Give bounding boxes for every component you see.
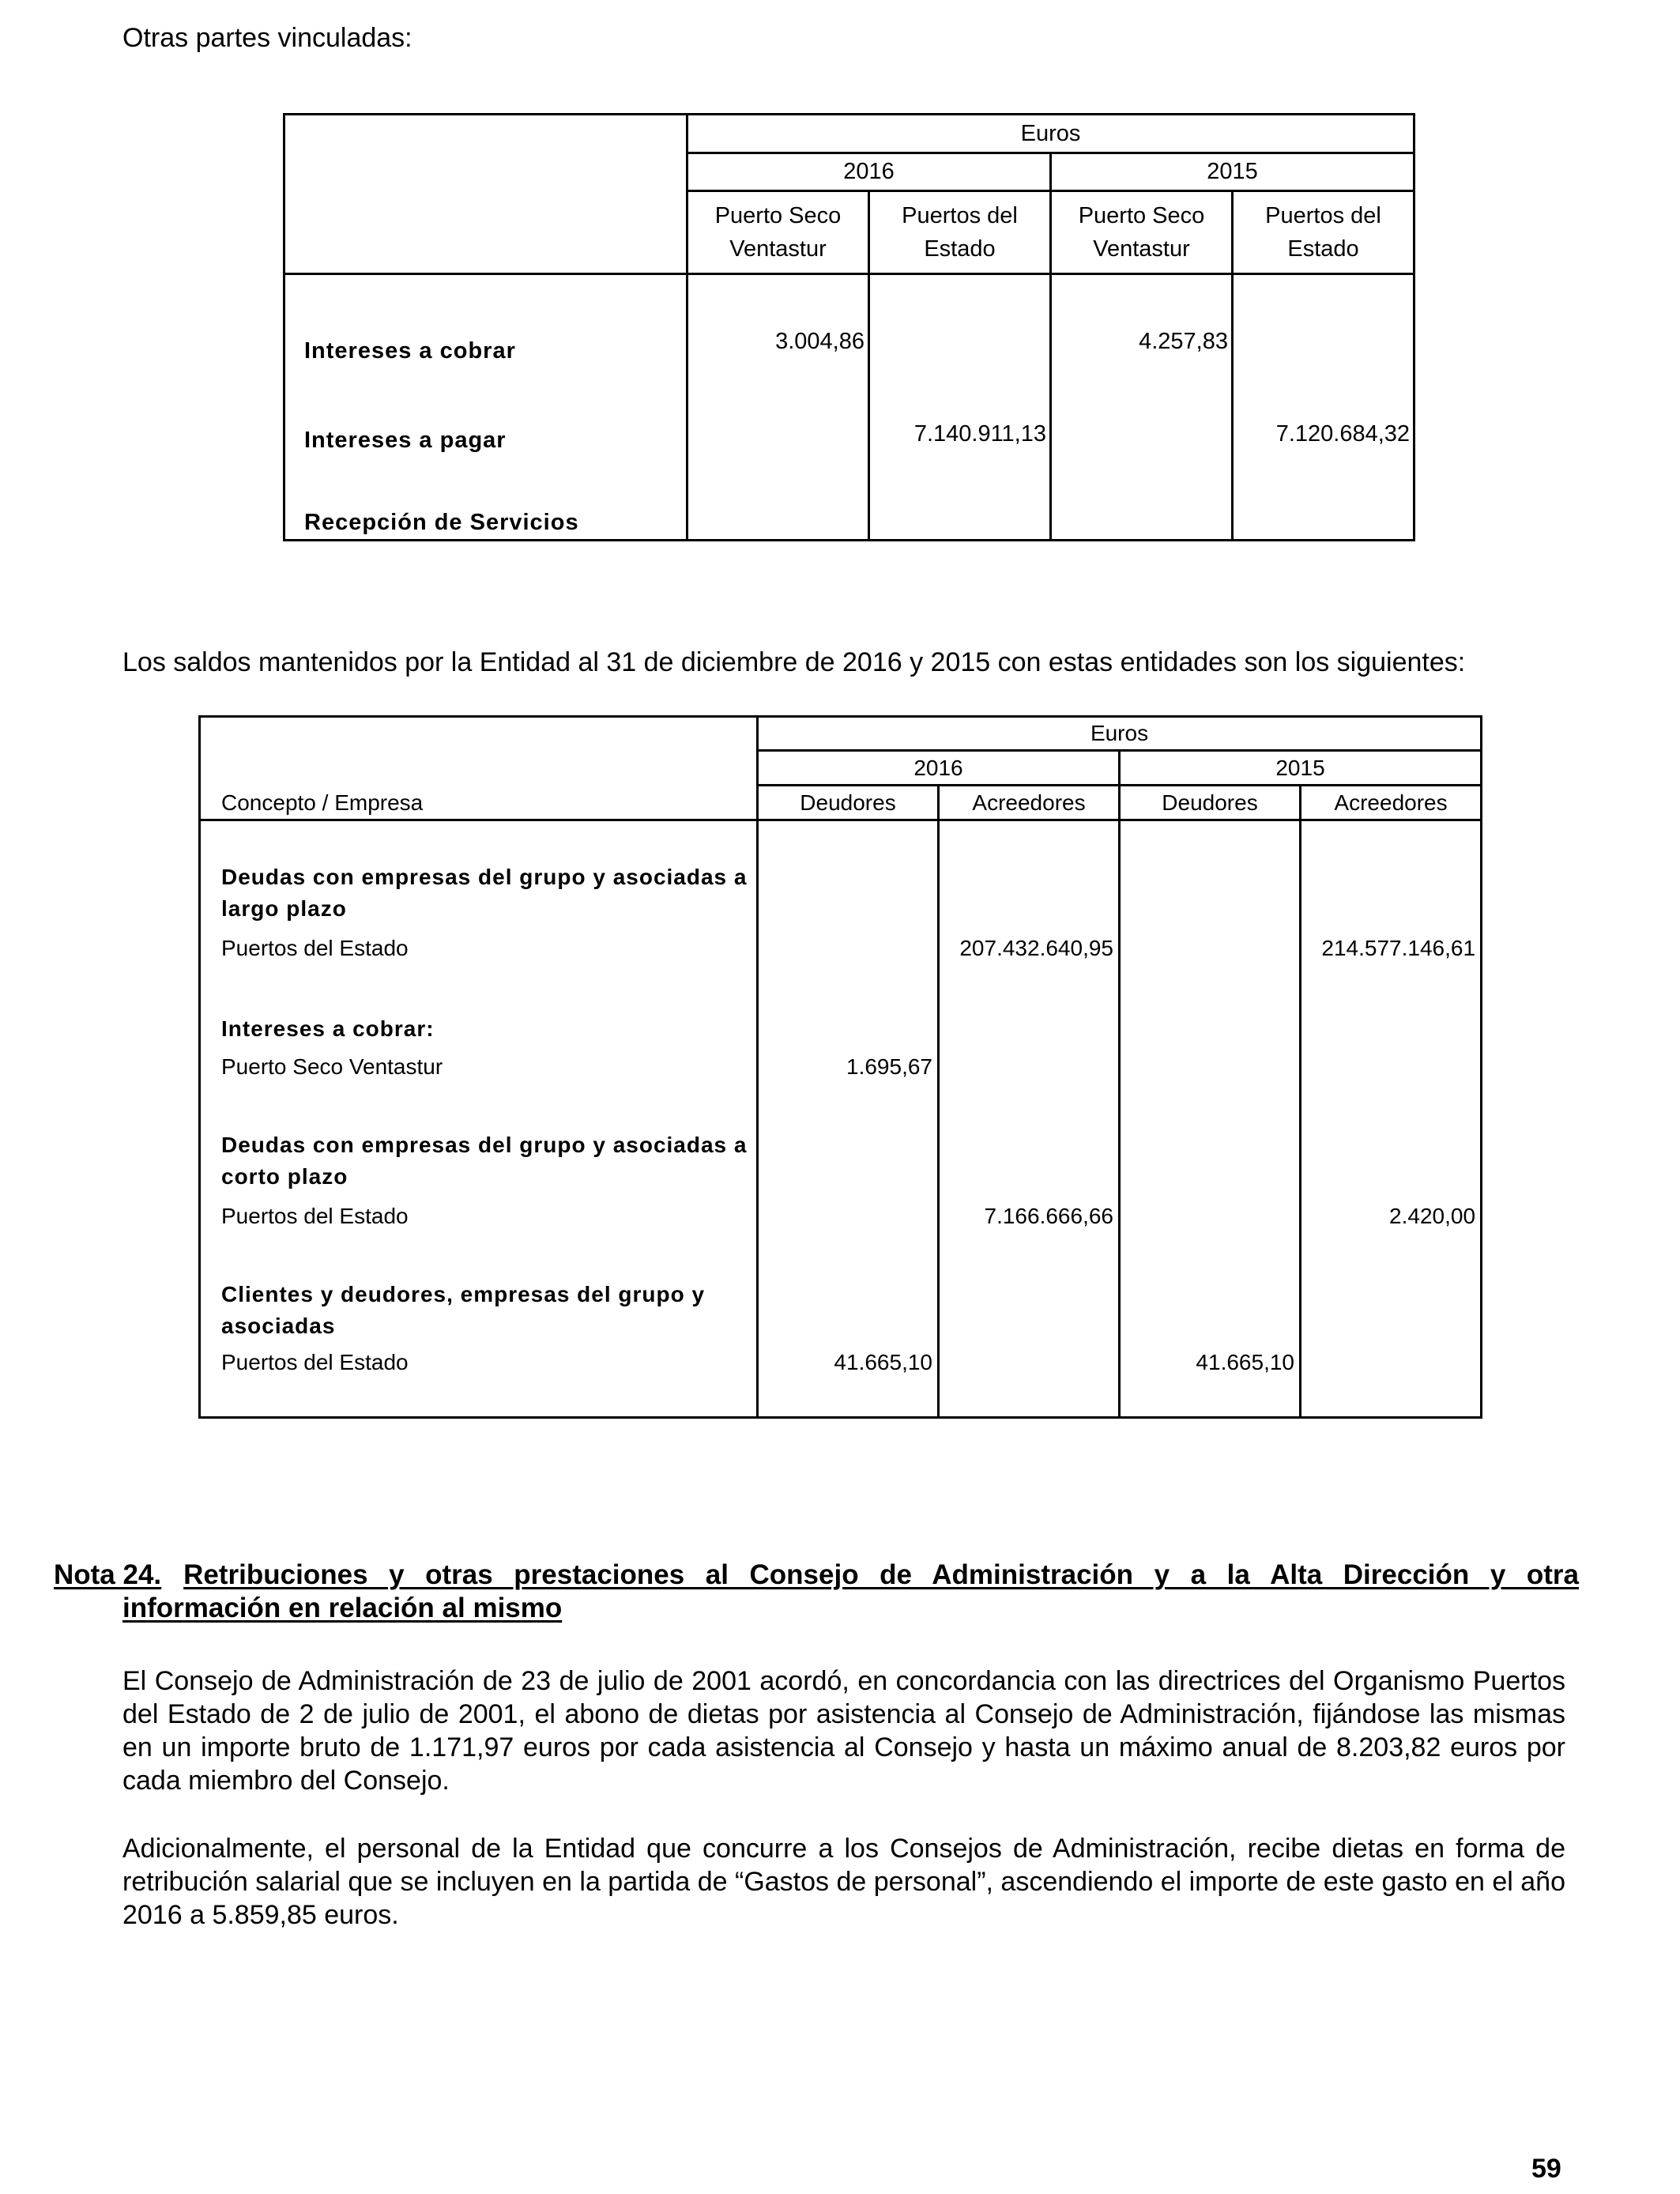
table1-column-header: Puertos del Estado <box>1233 191 1414 274</box>
nota-24-paragraph-2: Adicionalmente, el personal de la Entidad que concurre a los Consejos de Administración, recibe dietas en forma de retribución salarial que se incluyen en la partida de “Gastos de personal”, ascendiendo el importe de este gasto en el año 2016 a 5.859,85 euros. <box>122 1834 1565 1930</box>
table1-column-header: Puerto Seco Ventastur <box>1051 191 1233 274</box>
table1-cell <box>1233 462 1414 541</box>
table1-corner-cell <box>284 115 687 274</box>
table1-column-header: Puertos del Estado <box>869 191 1051 274</box>
table1-cell <box>687 462 869 541</box>
table2-cell: 214.577.146,61 <box>1301 926 1482 971</box>
table1-cell <box>1051 374 1233 462</box>
table1-cell: 7.120.684,32 <box>1233 374 1414 462</box>
table2-currency-header: Euros <box>758 717 1482 751</box>
nota-24-title-line2: información en relación al mismo <box>122 1593 563 1623</box>
table2-year-header: 2015 <box>1120 751 1482 786</box>
table1-currency-header: Euros <box>687 115 1414 153</box>
table-row <box>284 374 1414 462</box>
table1-cell: 4.257,83 <box>1051 274 1233 374</box>
table-row <box>200 971 1482 1046</box>
table2-column-header: Deudores <box>758 786 939 820</box>
table1-row-label: Recepción de Servicios <box>284 462 687 541</box>
table2-column-header: Deudores <box>1120 786 1301 820</box>
table1-year-header: 2015 <box>1051 153 1414 191</box>
nota-24-paragraph-1: El Consejo de Administración de 23 de julio de 2001 acordó, en concordancia con las directrices del Organismo Puertos del Estado de 2 de julio de 2001, el abono de dietas por asistencia al Consejo de Administración, fijándose las mismas en un importe bruto de 1.171,97 euros por cada asistencia al Consejo y hasta un máximo anual de 8.203,82 euros por cada miembro del Consejo. <box>122 1666 1565 1796</box>
table2-group-title: Deudas con empresas del grupo y asociadas a largo plazo <box>200 820 758 926</box>
table-row <box>200 820 1482 926</box>
table-row <box>200 1088 1482 1194</box>
table-row <box>200 1239 1482 1344</box>
table2-item-label: Puertos del Estado <box>200 926 758 971</box>
table1-cell <box>869 274 1051 374</box>
table2-cell: 41.665,10 <box>1120 1344 1301 1418</box>
table1-cell: 7.140.911,13 <box>869 374 1051 462</box>
table2-cell: 1.695,67 <box>758 1046 939 1088</box>
table1-cell <box>1051 462 1233 541</box>
section-intro-saldos: Los saldos mantenidos por la Entidad al 31 de diciembre de 2016 y 2015 con estas entidades son los siguientes: <box>122 647 1466 677</box>
table2-cell <box>939 1344 1120 1418</box>
table2-cell: 41.665,10 <box>758 1344 939 1418</box>
table2-column-header: Acreedores <box>1301 786 1482 820</box>
nota-24-title-line1: Retribuciones y otras prestaciones al Consejo de Administración y a la Alta Dirección y otra <box>183 1559 1579 1590</box>
table-row <box>200 1194 1482 1239</box>
table2-concept-header: Concepto / Empresa <box>200 717 758 820</box>
table-row <box>284 462 1414 541</box>
table2-column-header: Acreedores <box>939 786 1120 820</box>
table2-cell <box>758 1194 939 1239</box>
table2-cell: 207.432.640,95 <box>939 926 1120 971</box>
table2-group-title: Deudas con empresas del grupo y asociadas a corto plazo <box>200 1088 758 1194</box>
nota-24-heading <box>54 1559 1579 1625</box>
table1-cell <box>1233 274 1414 374</box>
related-parties-table <box>283 113 1415 541</box>
table2-item-label: Puerto Seco Ventastur <box>200 1046 758 1088</box>
nota-24-number: Nota 24. <box>54 1559 162 1590</box>
table-row <box>200 1344 1482 1418</box>
table1-cell: 3.004,86 <box>687 274 869 374</box>
table2-cell <box>939 1046 1120 1088</box>
table1-cell <box>687 374 869 462</box>
table2-cell <box>1301 1344 1482 1418</box>
table2-item-label: Puertos del Estado <box>200 1344 758 1418</box>
table2-cell <box>1120 1194 1301 1239</box>
table2-cell: 2.420,00 <box>1301 1194 1482 1239</box>
section-heading-otras-partes: Otras partes vinculadas: <box>122 23 412 53</box>
table-row <box>200 1046 1482 1088</box>
table2-cell <box>758 926 939 971</box>
balances-table <box>198 715 1482 1419</box>
table-row <box>200 926 1482 971</box>
table2-cell <box>1120 926 1301 971</box>
table1-year-header: 2016 <box>687 153 1051 191</box>
table2-year-header: 2016 <box>758 751 1120 786</box>
table2-cell: 7.166.666,66 <box>939 1194 1120 1239</box>
table2-cell <box>1301 1046 1482 1088</box>
table2-group-title: Intereses a cobrar: <box>200 971 758 1046</box>
table1-row-label: Intereses a cobrar <box>284 274 687 374</box>
table1-row-label: Intereses a pagar <box>284 374 687 462</box>
table1-cell <box>869 462 1051 541</box>
page-number: 59 <box>1531 2154 1561 2184</box>
table2-group-title: Clientes y deudores, empresas del grupo y asociadas <box>200 1239 758 1344</box>
table2-cell <box>1120 1046 1301 1088</box>
table-row <box>284 274 1414 374</box>
table2-item-label: Puertos del Estado <box>200 1194 758 1239</box>
table1-column-header: Puerto Seco Ventastur <box>687 191 869 274</box>
